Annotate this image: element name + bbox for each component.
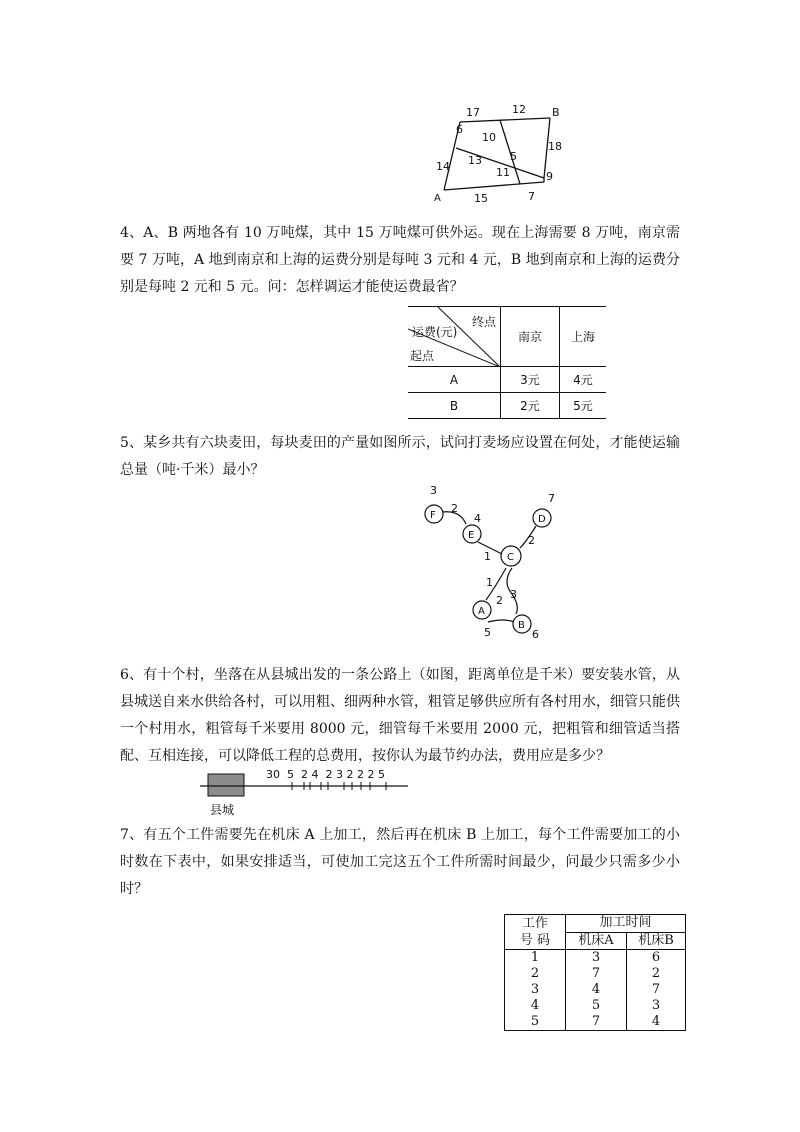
county-town-block <box>208 774 244 796</box>
transport-cost-table <box>408 306 606 419</box>
machine-b-cell: 4 <box>651 1014 661 1029</box>
edge-label: 13 <box>468 154 482 167</box>
node-a: A <box>478 606 485 617</box>
road-villages-figure <box>196 762 416 822</box>
job-number-cell: 5 <box>505 1014 566 1031</box>
vertex-label-a: A <box>434 193 441 204</box>
table-row <box>505 982 686 998</box>
yield-label-b: 6 <box>532 628 539 641</box>
corner-header <box>408 307 501 367</box>
origin-cell: B <box>408 393 501 419</box>
cost-cell: 2元 <box>501 393 560 419</box>
edge-length: 3 <box>510 588 517 601</box>
machine-a-cell: 4 <box>566 982 627 998</box>
edge-label: 15 <box>474 192 488 205</box>
machine-b-cell: 2 <box>651 966 661 981</box>
edge-label: 14 <box>436 160 450 173</box>
yield-label-d: 7 <box>548 492 555 505</box>
road-network-figure <box>420 98 570 208</box>
corner-fee-label: 运费(元) <box>412 325 458 339</box>
machine-a-header: 机床A <box>566 932 627 950</box>
col-header-nanjing: 南京 <box>501 307 560 367</box>
edge-label: 9 <box>546 170 553 183</box>
job-number-cell: 1 <box>505 950 566 967</box>
edge-length: 1 <box>486 576 493 589</box>
edge-label: 5 <box>510 150 517 163</box>
origin-cell: A <box>408 367 501 393</box>
table-row <box>505 966 686 982</box>
table-row <box>505 998 686 1014</box>
county-town-label: 县城 <box>210 803 235 817</box>
question-4-text: 4、A、B 两地各有 10 万吨煤，其中 15 万吨煤可供外运。现在上海需要 8 万吨，南京需要 7 万吨，A 地到南京和上海的运费分别是每吨 3 元和 4 元，B 地到南京和上海的运费分别是每吨 2 元和 5 元。问：怎样调运才能使运费最省？ <box>120 225 680 295</box>
machine-a-cell: 3 <box>566 950 627 967</box>
job-header-line2: 号 码 <box>519 933 551 948</box>
edge-label: 12 <box>512 103 526 116</box>
machine-a-cell: 7 <box>566 1014 627 1031</box>
job-number-cell: 3 <box>505 982 566 998</box>
machine-a-cell: 7 <box>566 966 627 982</box>
table-row <box>505 1014 686 1031</box>
cost-cell: 3元 <box>501 367 560 393</box>
vertex-label-b: B <box>552 106 560 119</box>
edge-label: 17 <box>466 106 480 119</box>
node-e: E <box>468 530 475 541</box>
corner-start-label: 起点 <box>410 349 435 363</box>
job-number-cell: 2 <box>505 966 566 982</box>
wheat-field-tree-figure <box>416 482 576 642</box>
table-row <box>408 367 606 393</box>
table-row <box>505 950 686 967</box>
edge-length: 1 <box>484 550 491 563</box>
edge-label: 18 <box>548 140 562 153</box>
question-5-text: 5、某乡共有六块麦田，每块麦田的产量如图所示，试问打麦场应设置在何处，才能使运输总量（吨·千米）最小？ <box>120 435 680 478</box>
edge-length: 2 <box>451 502 458 515</box>
machine-b-header: 机床B <box>627 932 686 950</box>
node-c: C <box>507 552 514 563</box>
cost-cell: 4元 <box>560 367 607 393</box>
yield-label-a: 5 <box>484 626 491 639</box>
edge-label: 7 <box>528 190 535 203</box>
node-d: D <box>538 514 546 525</box>
yield-label-f: 3 <box>430 484 437 497</box>
corner-end-label: 终点 <box>471 315 496 329</box>
machine-b-cell: 7 <box>651 982 661 997</box>
edge-length: 2 <box>528 534 535 547</box>
edge-length: 2 <box>496 594 503 607</box>
edge-label: 10 <box>482 131 496 144</box>
cost-cell: 5元 <box>560 393 607 419</box>
machine-a-cell: 5 <box>566 998 627 1014</box>
table-row <box>408 393 606 419</box>
process-time-header: 加工时间 <box>566 915 686 933</box>
edge-label: 6 <box>456 123 463 136</box>
distance-labels: 30 5 2 4 2 3 2 2 2 5 <box>266 768 385 781</box>
node-f: F <box>430 510 436 521</box>
col-header-shanghai: 上海 <box>560 307 607 367</box>
job-number-header <box>505 915 566 950</box>
machine-b-cell: 6 <box>651 950 661 965</box>
edge-label: 11 <box>496 166 510 179</box>
question-6-text: 6、有十个村，坐落在从县城出发的一条公路上（如图，距离单位是千米）要安装水管，从县城送自来水供给各村，可以用粗、细两种水管，粗管足够供应所有各村用水，细管只能供一个村用水，粗管每千米要用 8000 元，细管每千米要用 2000 元，把粗管和细管适当搭配、互相连接，可以降低工程的总费用，按你认为最节约办法，费用应是多少？ <box>120 667 680 764</box>
yield-label-e: 4 <box>474 512 481 525</box>
machine-b-cell: 3 <box>651 998 661 1013</box>
question-7-text: 7、有五个工件需要先在机床 A 上加工，然后再在机床 B 上加工，每个工件需要加工的小时数在下表中，如果安排适当，可使加工完这五个工件所需时间最少，问最少只需多少小时？ <box>120 827 680 897</box>
node-b: B <box>518 620 525 631</box>
processing-time-table <box>504 914 686 1031</box>
job-header-line1: 工作 <box>521 916 548 931</box>
job-number-cell: 4 <box>505 998 566 1014</box>
